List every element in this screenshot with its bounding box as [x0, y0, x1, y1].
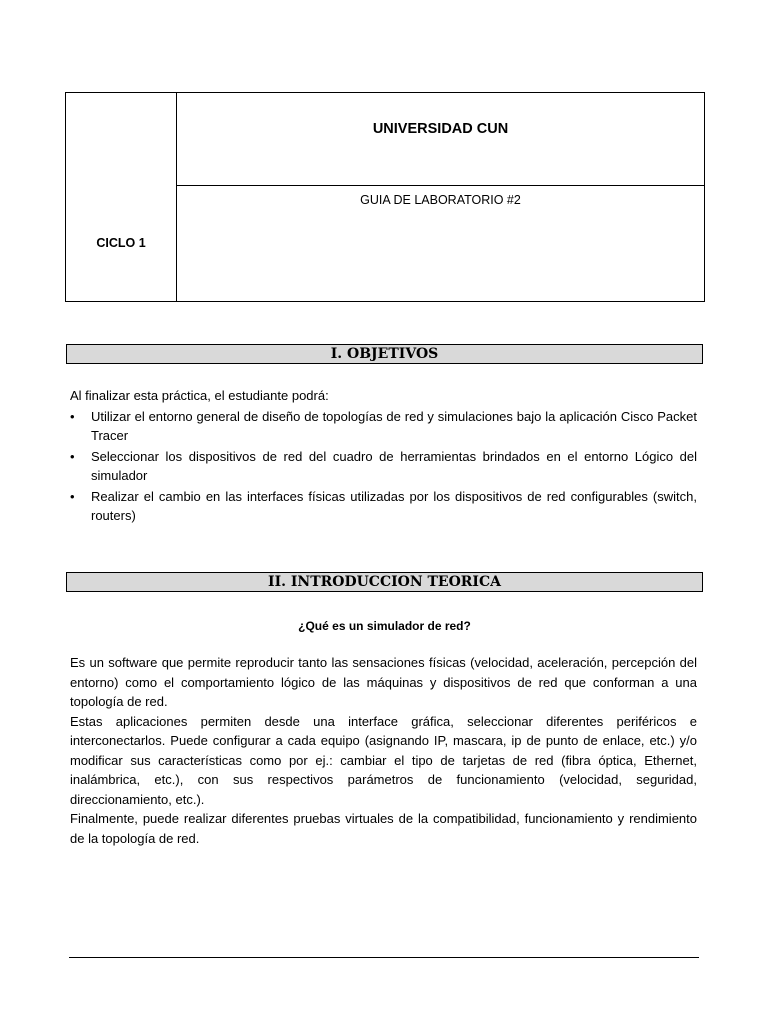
list-item-text: Realizar el cambio en las interfaces físicas utilizadas por los dispositivos de red configurables (switch, routers) [91, 488, 697, 523]
header-table [65, 92, 705, 302]
section-heading-objetivos: I. OBJETIVOS [66, 344, 703, 364]
list-item-text: Utilizar el entorno general de diseño de topologías de red y simulaciones bajo la aplicación Cisco Packet Tracer [91, 408, 697, 443]
list-item [70, 407, 697, 446]
objectives-intro: Al finalizar esta práctica, el estudiante podrá: [70, 388, 329, 403]
paragraph: Es un software que permite reproducir tanto las sensaciones físicas (velocidad, aceleración, percepción del entorno) como el comportamiento lógico de las máquinas y dispositivos de red que conforman a una topología de red. [70, 655, 697, 709]
list-item-text: Seleccionar los dispositivos de red del cuadro de herramientas brindados en el entorno Lógico del simulador [91, 448, 697, 483]
paragraph: Finalmente, puede realizar diferentes pruebas virtuales de la compatibilidad, funcionamiento y rendimiento de la topología de red. [70, 811, 697, 846]
list-item [70, 447, 697, 486]
paragraph: Estas aplicaciones permiten desde una interface gráfica, seleccionar diferentes periféricos e interconectarlos. Puede configurar a cada equipo (asignando IP, mascara, ip de punto de enlace, etc.) y/o modificar sus características como por ej.: cambiar el tipo de tarjetas de red (fibra óptica, Ethernet, inalámbrica, etc.), con sus respectivos parámetros de funcionamiento (velocidad, seguridad, direccionamiento, etc.). [70, 713, 697, 807]
university-title: UNIVERSIDAD CUN [372, 121, 509, 137]
footer-divider [69, 957, 699, 958]
table-horizontal-divider [176, 185, 704, 186]
bullet-icon: • [70, 448, 75, 464]
section-question: ¿Qué es un simulador de red? [298, 619, 471, 633]
section-heading-introduccion: II. INTRODUCCION TEORICA [66, 572, 703, 592]
bullet-icon: • [70, 488, 75, 504]
objectives-list [70, 407, 697, 526]
list-item [70, 487, 697, 526]
cycle-label: CICLO 1 [96, 236, 146, 250]
guide-title: GUIA DE LABORATORIO #2 [360, 193, 521, 207]
objectives-block [70, 386, 697, 526]
bullet-icon: • [70, 408, 75, 424]
intro-text-block [70, 653, 697, 848]
